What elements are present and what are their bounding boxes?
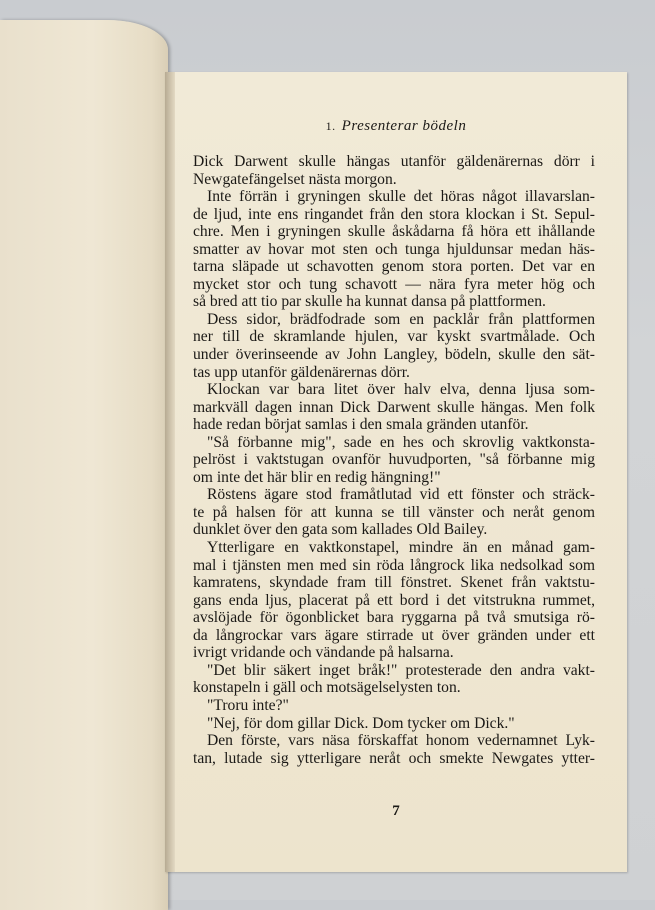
text-line: smatter av hovar mot sten och tunga hjuldunsar medan häs-	[193, 240, 595, 258]
text-line: de ljud, inte ens ringandet från den stora klockan i St. Sepul-	[193, 205, 595, 223]
text-line: hade redan börjat samlas i den smala gränden utanför.	[193, 416, 529, 434]
text-line: tarna släpade ut schavotten genom stora porten. Det var en	[193, 258, 595, 276]
text-line: avslöjade för ögonblicket bara ryggarna på två smutsiga rö-	[193, 609, 595, 627]
chapter-number: 1.	[325, 119, 336, 133]
text-line: Klockan var bara litet över halv elva, denna ljusa som-	[207, 381, 595, 399]
text-line: om inte det här blir en redig hängning!"	[193, 468, 441, 486]
text-line: dunklet över den gata som kallades Old Bailey.	[193, 521, 488, 539]
text-line: chre. Men i gryningen skulle åskådarna få höra ett ihållande	[193, 223, 595, 241]
text-line: så bred att tio par skulle ha kunnat dansa på plattformen.	[193, 293, 546, 311]
text-line: konstapeln i gäll och motsägelselysten ton.	[193, 679, 461, 697]
text-line: tan, lutade sig ytterligare neråt och smekte Newgates ytter-	[193, 749, 595, 767]
text-line: markväll dagen innan Dick Darwent skulle hängas. Men folk	[193, 398, 595, 416]
text-line: under överinseende av John Langley, bödeln, skulle den sät-	[193, 346, 595, 364]
text-line: Newgatefängelset nästa morgon.	[193, 170, 397, 188]
text-line: Inte förrän i gryningen skulle det höras något illavarslan-	[207, 188, 595, 206]
text-line: Röstens ägare stod framåtlutad vid ett fönster och sträck-	[207, 486, 595, 504]
text-line: kamratens, skyndade fram till fönstret. Skenet från vaktstu-	[193, 574, 595, 592]
text-line: ner till de skramlande hjulen, var kyskt svartmålade. Och	[193, 328, 595, 346]
text-line: gans enda ljus, placerat på ett bord i det vitstrukna rummet,	[193, 591, 595, 609]
text-line: "Det blir säkert inget bråk!" protesterade den andra vakt-	[207, 661, 595, 679]
text-line: Den förste, vars näsa förskaffat honom vedernamnet Lyk-	[207, 732, 595, 750]
text-line: "Så förbanne mig", sade en hes och skrovlig vaktkonsta-	[207, 433, 595, 451]
text-line: "Troru inte?"	[207, 696, 289, 714]
text-line: Dess sidor, brädfodrade som en packlår från plattformen	[207, 310, 595, 328]
text-line: "Nej, för dom gillar Dick. Dom tycker om Dick."	[207, 714, 515, 732]
chapter-title: Presenterar bödeln	[341, 118, 467, 134]
text-line: da långrockar vars ägare stirrade ut över gränden under ett	[193, 626, 595, 644]
page-number: 7	[392, 803, 400, 819]
text-line: ivrigt vridande och vändande på halsarna.	[193, 644, 454, 662]
left-page	[0, 20, 168, 910]
body-text	[193, 153, 595, 767]
text-line: Ytterligare en vaktkonstapel, mindre än en månad gam-	[207, 539, 595, 557]
text-line: pelröst i vaktstugan ovanför huvudporten, "så förbanne mig	[193, 451, 595, 469]
text-line: mycket stor och tung schavott — nära fyra meter hög och	[193, 275, 595, 293]
book-gutter	[165, 72, 175, 872]
text-line: tas upp utanför gäldenärernas dörr.	[193, 363, 410, 381]
text-line: Dick Darwent skulle hängas utanför gäldenärernas dörr i	[193, 153, 595, 170]
running-head	[165, 118, 627, 135]
text-line: mal i tjänsten men med sin röda långrock lika nedsolkad som	[193, 556, 595, 574]
text-line: te på halsen för att kunna se till vänster och neråt genom	[193, 503, 595, 521]
